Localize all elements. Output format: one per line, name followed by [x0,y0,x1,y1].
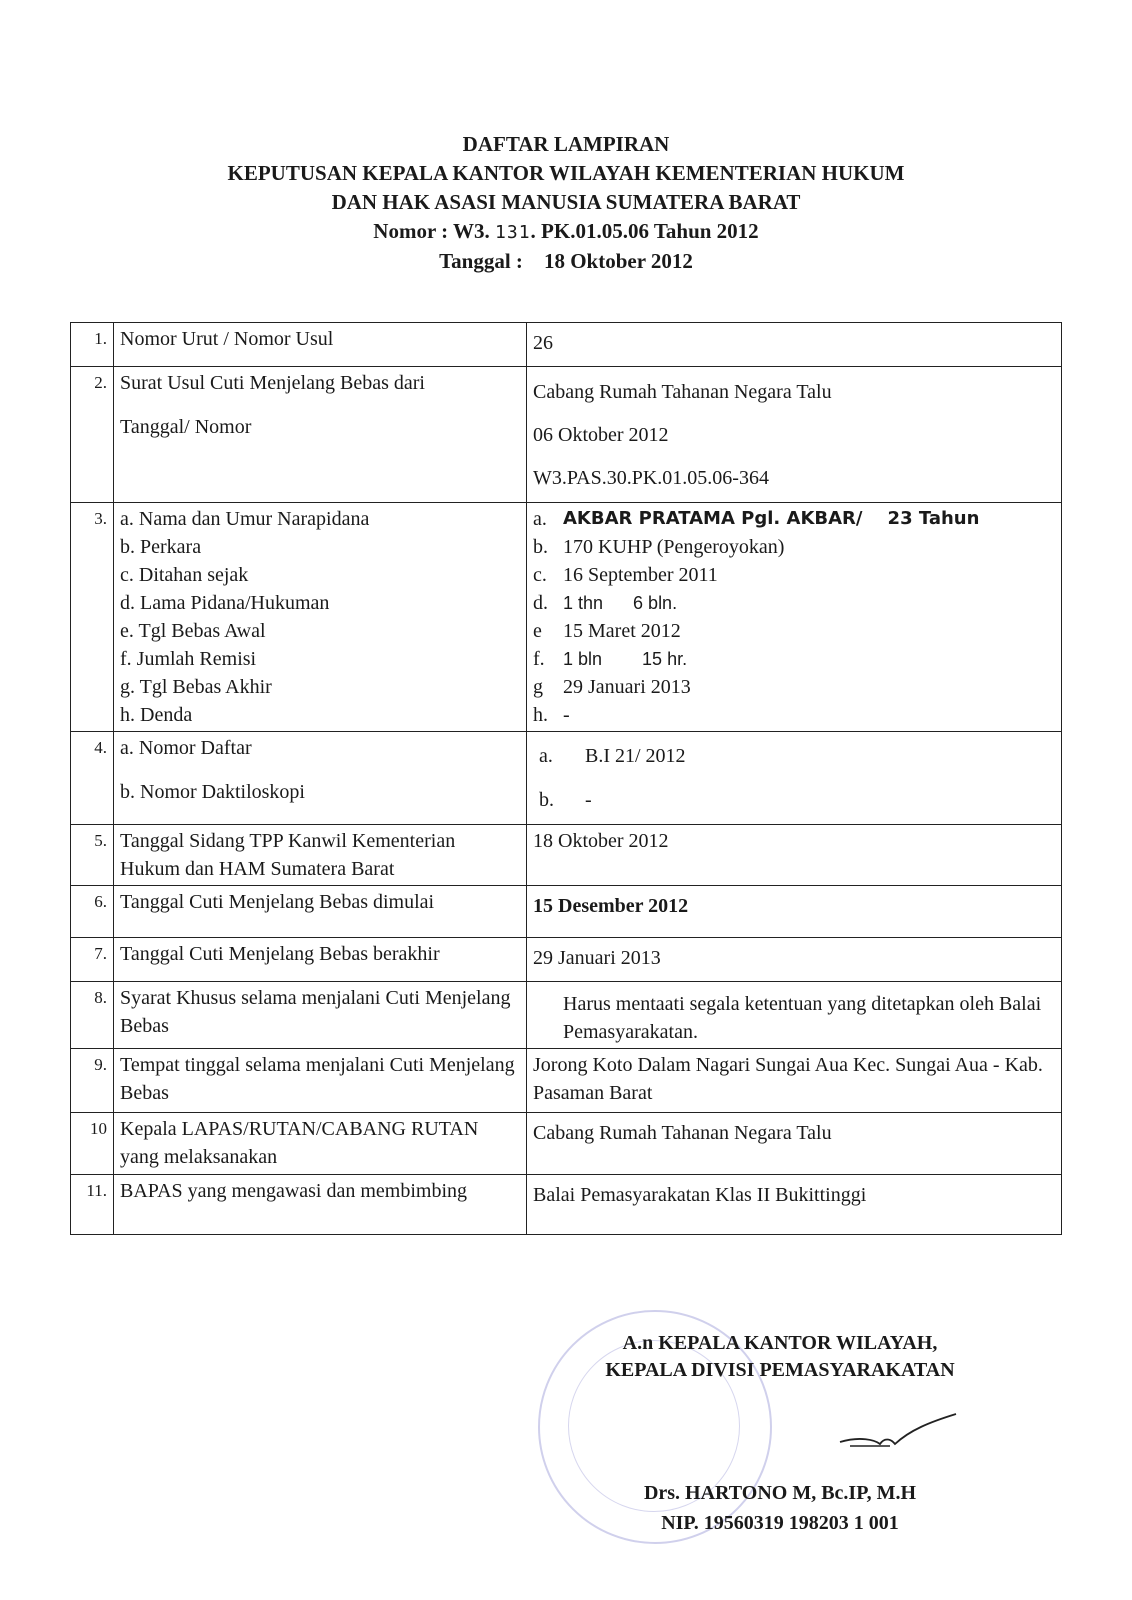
label-line: f. Jumlah Remisi [120,648,257,670]
signature-block [560,1330,1000,1384]
value-line: W3.PAS.30.PK.01.05.06-364 [533,467,769,489]
label-line: b. Perkara [120,536,202,558]
label-line: a. Nomor Daftar [120,737,252,759]
detail-a: a. AKBAR PRATAMA Pgl. AKBAR/ 23 Tahun [533,508,980,530]
table-row [71,367,1062,503]
nomor-handwritten: 131 [495,222,531,243]
row-number: 4. [71,732,114,825]
table-row [71,825,1062,886]
signatory [600,1478,960,1538]
row-label: Tanggal Sidang TPP Kanwil Kementerian Hukum dan HAM Sumatera Barat [114,825,527,886]
label-line: b. Nomor Daktiloskopi [120,781,305,803]
row-value: Cabang Rumah Tahanan Negara Talu [527,1113,1062,1175]
row-value [527,367,1062,503]
table-row [71,1175,1062,1235]
row-label: Tempat tinggal selama menjalani Cuti Menjelang Bebas [114,1049,527,1113]
header-tanggal [0,247,1132,276]
row-label [114,732,527,825]
row-label: Syarat Khusus selama menjalani Cuti Menjelang Bebas [114,982,527,1049]
value-line: 06 Oktober 2012 [533,424,669,446]
row-label: BAPAS yang mengawasi dan membimbing [114,1175,527,1235]
table-row [71,886,1062,938]
row-number: 7. [71,938,114,982]
label-line: e. Tgl Bebas Awal [120,620,266,642]
row-number: 10 [71,1113,114,1175]
row-value: Jorong Koto Dalam Nagari Sungai Aua Kec. Sungai Aua - Kab. Pasaman Barat [527,1049,1062,1113]
tanggal-label: Tanggal : [439,249,523,273]
row-number: 1. [71,323,114,367]
row-value: 29 Januari 2013 [527,938,1062,982]
row-value: 18 Oktober 2012 [527,825,1062,886]
row-label: Nomor Urut / Nomor Usul [114,323,527,367]
detail-g: g 29 Januari 2013 [533,676,691,698]
row-value: 15 Desember 2012 [527,886,1062,938]
row-value: Harus mentaati segala ketentuan yang ditetapkan oleh Balai Pemasyarakatan. [527,982,1062,1049]
signatory-nip: NIP. 19560319 198203 1 001 [661,1512,899,1534]
value-line: Cabang Rumah Tahanan Negara Talu [533,381,832,403]
row-label [114,367,527,503]
detail-e: e 15 Maret 2012 [533,620,681,642]
row-value: Balai Pemasyarakatan Klas II Bukittinggi [527,1175,1062,1235]
detail-h: h. - [533,704,570,726]
row-number: 3. [71,503,114,732]
tanggal-value: 18 Oktober 2012 [543,249,693,273]
row-number: 11. [71,1175,114,1235]
header-title: DAFTAR LAMPIRAN [462,132,670,156]
label-line: g. Tgl Bebas Akhir [120,676,272,698]
nomor-prefix: Nomor : W3. [373,219,490,243]
detail-b: b. 170 KUHP (Pengeroyokan) [533,536,785,558]
nomor-suffix: . PK.01.05.06 Tahun 2012 [530,219,759,243]
label-line: c. Ditahan sejak [120,564,249,586]
signature-line2: KEPALA DIVISI PEMASYARAKATAN [605,1359,955,1381]
row-number: 8. [71,982,114,1049]
header-decree-line2: DAN HAK ASASI MANUSIA SUMATERA BARAT [331,190,801,214]
signature-line1: A.n KEPALA KANTOR WILAYAH, [622,1332,938,1354]
signatory-name: Drs. HARTONO M, Bc.IP, M.H [643,1482,917,1504]
row-label: Tanggal Cuti Menjelang Bebas berakhir [114,938,527,982]
row-label: Kepala LAPAS/RUTAN/CABANG RUTAN yang melaksanakan [114,1113,527,1175]
attachment-table [70,322,1062,1235]
detail-daktiloskopi: b. - [539,789,592,811]
table-row [71,982,1062,1049]
detail-daftar: a. B.I 21/ 2012 [539,745,686,767]
header-decree-line1: KEPUTUSAN KEPALA KANTOR WILAYAH KEMENTERIAN HUKUM [227,161,905,185]
table-row [71,1049,1062,1113]
row-number: 5. [71,825,114,886]
label-line: h. Denda [120,704,193,726]
table-row [71,1113,1062,1175]
row-number: 9. [71,1049,114,1113]
table-row [71,503,1062,732]
detail-c: c. 16 September 2011 [533,564,718,586]
row-number: 6. [71,886,114,938]
row-label [114,503,527,732]
label-line: d. Lama Pidana/Hukuman [120,592,330,614]
row-number: 2. [71,367,114,503]
row-value [527,503,1062,732]
detail-d: d. 1 thn 6 bln. [533,592,678,614]
row-value [527,732,1062,825]
table-row [71,732,1062,825]
handwritten-signature [780,1400,960,1460]
label-line: a. Nama dan Umur Narapidana [120,508,370,530]
label-line: Surat Usul Cuti Menjelang Bebas dari [120,372,425,394]
detail-f: f. 1 bln 15 hr. [533,648,688,670]
header-nomor [0,217,1132,247]
document-header [0,130,1132,276]
table-row [71,938,1062,982]
label-line: Tanggal/ Nomor [120,416,252,438]
row-value: 26 [527,323,1062,367]
row-label: Tanggal Cuti Menjelang Bebas dimulai [114,886,527,938]
table-row [71,323,1062,367]
